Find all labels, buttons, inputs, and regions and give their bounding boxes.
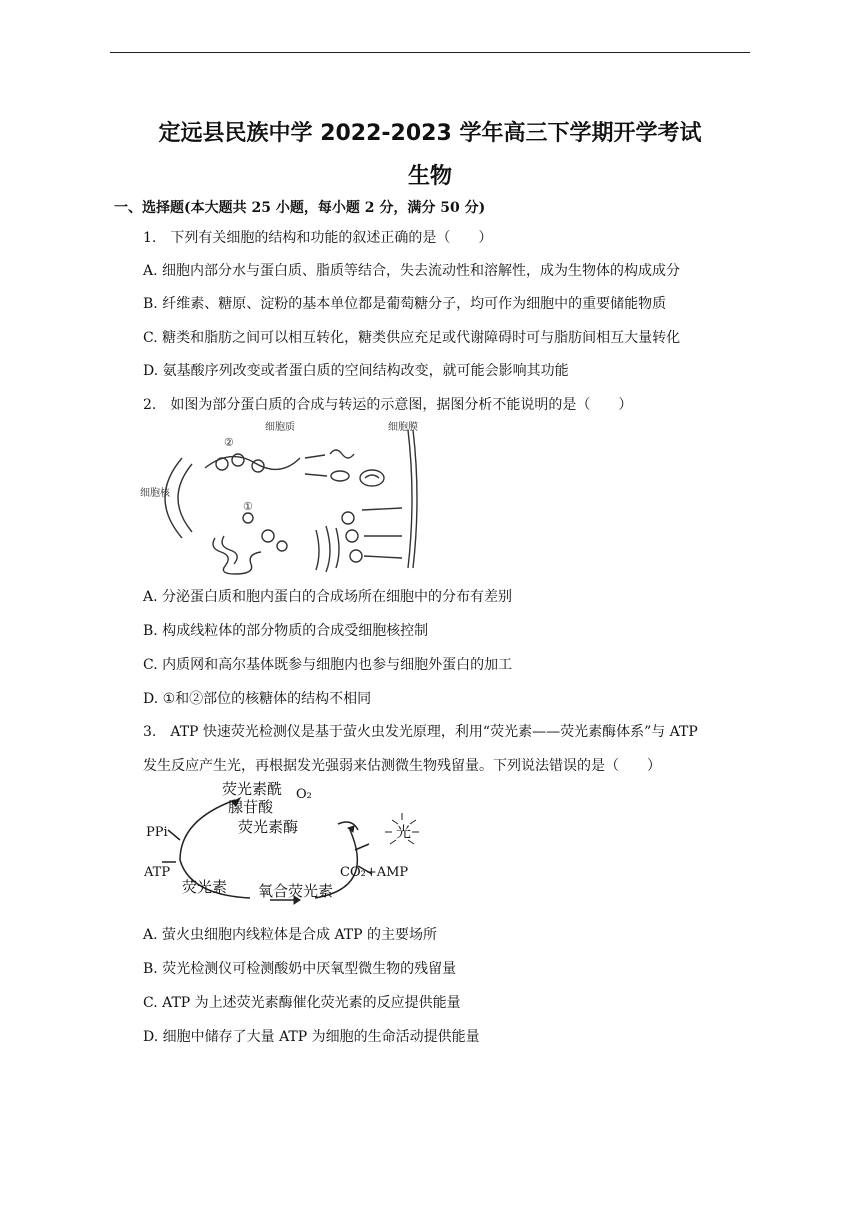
exam-title: 定远县民族中学 2022-2023 学年高三下学期开学考试: [158, 121, 702, 146]
label-ppi: PPi: [146, 825, 168, 840]
label-enzyme: 荧光素酶: [238, 818, 299, 836]
question-1-option-b: B. 纤维素、糖原、淀粉的基本单位都是葡萄糖分子，均可作为细胞中的重要储能物质: [143, 296, 667, 312]
label-membrane: 细胞膜: [388, 422, 418, 433]
label-oxyluciferin: 氧合荧光素: [258, 882, 334, 900]
label-luciferin: 荧光素: [182, 878, 228, 896]
header-rule: [110, 52, 750, 53]
label-light: 光: [396, 823, 412, 841]
question-3-stem: 3. ATP 快速荧光检测仪是基于萤火虫发光原理，利用“荧光素——荧光素酶体系”与 ATP: [143, 724, 698, 740]
question-3-option-a: A. 萤火虫细胞内线粒体是合成 ATP 的主要场所: [143, 927, 438, 943]
question-1-option-a: A. 细胞内部分水与蛋白质、脂质等结合，失去流动性和溶解性，成为生物体的构成成分: [143, 263, 681, 279]
question-2-option-b: B. 构成线粒体的部分物质的合成受细胞核控制: [143, 623, 429, 639]
question-3-option-d: D. 细胞中储存了大量 ATP 为细胞的生命活动提供能量: [143, 1029, 480, 1045]
label-adenylate: 腺苷酸: [228, 798, 274, 816]
label-atp: ATP: [144, 865, 171, 880]
label-luciferyl: 荧光素酰: [222, 780, 283, 798]
question-2-option-d: D. ①和②部位的核糖体的结构不相同: [143, 691, 372, 707]
question-2-stem: 2. 如图为部分蛋白质的合成与转运的示意图，据图分析不能说明的是（ ）: [143, 397, 633, 413]
atp-luciferase-cycle-figure: [140, 780, 440, 910]
question-3-stem-continued: 发生反应产生光，再根据发光强弱来估测微生物残留量。下列说法错误的是（ ）: [143, 758, 661, 774]
label-co2-amp: CO₂+AMP: [340, 865, 409, 880]
label-o2: O₂: [296, 787, 312, 802]
question-1-stem: 1. 下列有关细胞的结构和功能的叙述正确的是（ ）: [143, 230, 493, 246]
label-nucleus: 细胞核: [140, 488, 170, 499]
label-mark-2: ②: [224, 436, 234, 449]
question-1-option-c: C. 糖类和脂肪之间可以相互转化，糖类供应充足或代谢障碍时可与脂肪间相互大量转化: [143, 330, 681, 346]
question-3-option-c: C. ATP 为上述荧光素酶催化荧光素的反应提供能量: [143, 995, 461, 1011]
question-3-option-b: B. 荧光检测仪可检测酸奶中厌氧型微生物的残留量: [143, 961, 457, 977]
question-2-option-c: C. 内质网和高尔基体既参与细胞内也参与细胞外蛋白的加工: [143, 657, 513, 673]
label-cytoplasm: 细胞质: [265, 422, 295, 433]
subject-title: 生物: [407, 164, 452, 189]
section-heading: 一、选择题(本大题共 25 小题，每小题 2 分，满分 50 分): [114, 200, 486, 216]
label-mark-1: ①: [243, 500, 253, 513]
question-2-option-a: A. 分泌蛋白质和胞内蛋白的合成场所在细胞中的分布有差别: [143, 589, 513, 605]
protein-transport-figure: [140, 418, 430, 580]
question-1-option-d: D. 氨基酸序列改变或者蛋白质的空间结构改变，就可能会影响其功能: [143, 363, 569, 379]
